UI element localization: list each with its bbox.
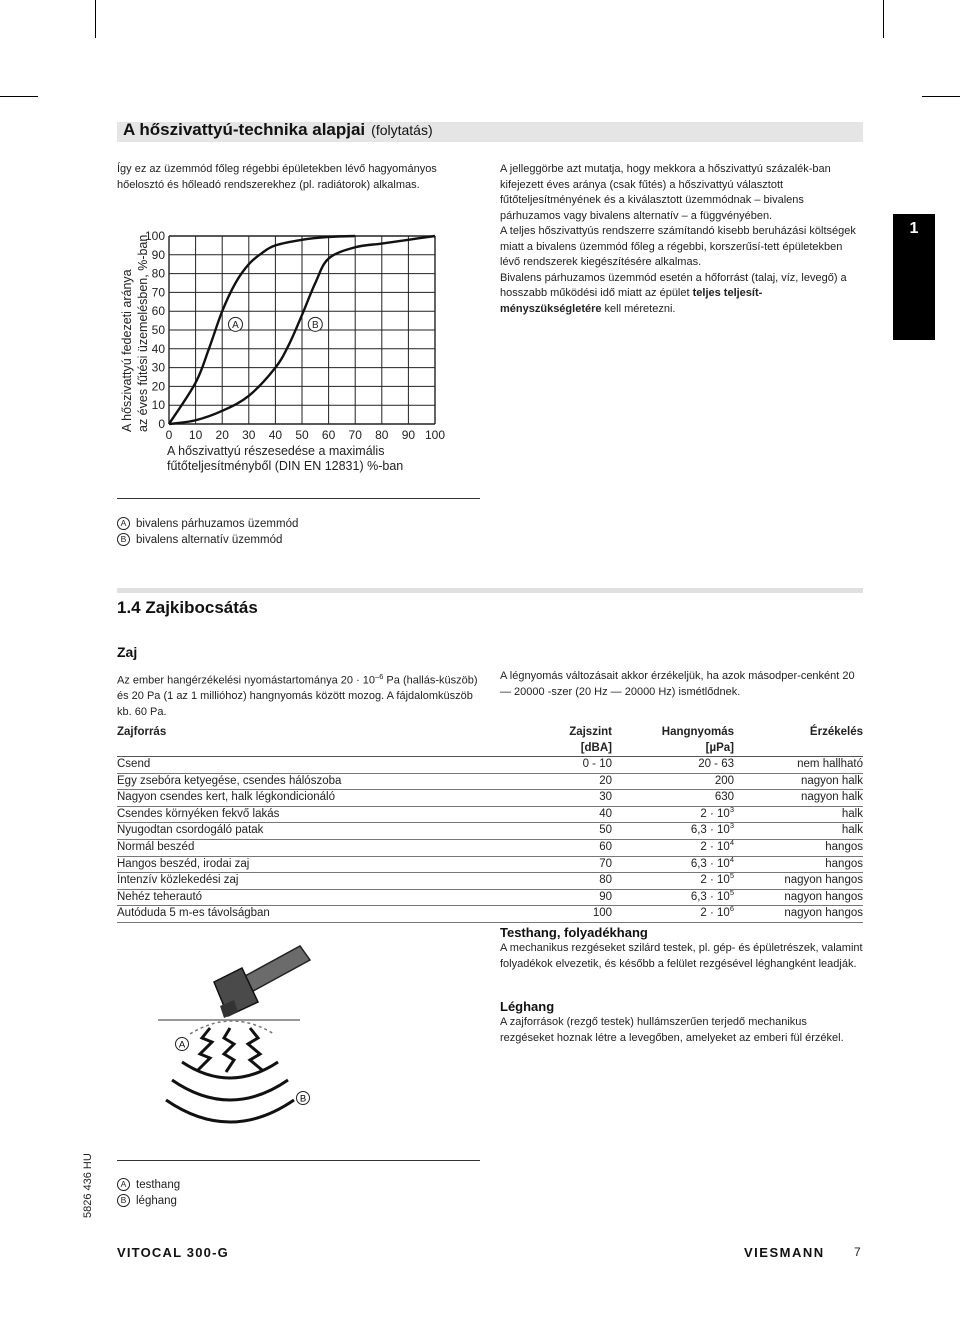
y-tick-label: 0	[158, 417, 165, 431]
description-paragraph-3: Bivalens párhuzamos üzemmód esetén a hőforrást (talaj, víz, levegő) a hosszabb működési idő miatt az épület teljes teljesít-ményszükségletére kell méretezni.	[500, 271, 847, 315]
cell-pressure: 630	[612, 790, 734, 807]
subsection-title: Zaj	[117, 644, 138, 660]
cell-perception: nagyon hangos	[734, 906, 863, 923]
legend-marker: B	[117, 1194, 130, 1207]
series-label: B	[311, 319, 319, 331]
y-axis-label: az éves fűtési üzemelésben, %-ban	[136, 234, 150, 432]
legend-item	[117, 517, 298, 533]
cell-source: Nyugodtan csordogáló patak	[117, 823, 437, 840]
chapter-tab: 1	[893, 214, 935, 340]
y-tick-label: 60	[151, 304, 165, 319]
cell-level: 0 - 10	[437, 757, 612, 774]
cell-source: Nagyon csendes kert, halk légkondicionáló	[117, 790, 437, 807]
y-tick-label: 90	[151, 247, 165, 262]
x-tick-label: 30	[242, 428, 256, 442]
col-header-level: Zajszint [dBA]	[569, 726, 612, 754]
cell-pressure: $2 \cdot 10^3$	[612, 806, 734, 823]
product-name: VITOCAL 300-G	[117, 1245, 229, 1260]
table-row	[117, 889, 863, 906]
x-tick-label: 70	[348, 428, 362, 442]
legend-item	[117, 533, 298, 549]
cell-pressure: $6,3 \cdot 10^3$	[612, 823, 734, 840]
x-tick-label: 90	[401, 428, 416, 442]
section-title: 1.4 Zajkibocsátás	[117, 598, 258, 617]
crop-mark	[883, 0, 884, 38]
figure-legend	[117, 1178, 180, 1209]
x-tick-label: 100	[424, 428, 446, 442]
y-axis-label: A hőszivattyú fedezeti aránya	[120, 269, 134, 432]
page-number: 7	[854, 1245, 861, 1259]
cell-pressure: 200	[612, 773, 734, 790]
cell-level: 50	[437, 823, 612, 840]
cell-pressure: $6,3 \cdot 10^5$	[612, 889, 734, 906]
series-label: A	[232, 319, 239, 331]
cell-pressure: $2 \cdot 10^4$	[612, 839, 734, 856]
table-row	[117, 757, 863, 774]
legend-text: léghang	[136, 1194, 177, 1207]
cell-source: Egy zsebóra ketyegése, csendes hálószoba	[117, 773, 437, 790]
emphasis-text: teljes teljesít-ményszükségletére	[500, 287, 763, 315]
y-tick-label: 80	[151, 266, 165, 281]
y-tick-label: 50	[151, 323, 165, 337]
brand-logo: VIESMANN	[744, 1245, 825, 1260]
coverage-chart	[105, 218, 485, 480]
table-row	[117, 906, 863, 923]
legend-item	[117, 1194, 180, 1210]
y-tick-label: 30	[151, 360, 165, 375]
cell-source: Intenzív közlekedési zaj	[117, 873, 437, 890]
vibration-line	[248, 1028, 262, 1070]
exponent: 5	[729, 887, 734, 897]
legend-marker: B	[117, 533, 130, 546]
cell-source: Hangos beszéd, irodai zaj	[117, 856, 437, 873]
vibration-line	[198, 1028, 212, 1070]
leghang-title: Léghang	[500, 999, 555, 1014]
sound-illustration	[150, 938, 330, 1138]
cell-level: 20	[437, 773, 612, 790]
exponent: 5	[729, 871, 734, 881]
leghang-text: A zajforrások (rezgő testek) hullámszerűen terjedő mechanikus rezgéseket hoznak létre a levegőben, amelyeket az emberi fül érzékel.	[500, 1016, 844, 1044]
x-tick-label: 80	[375, 428, 389, 442]
cell-level: 40	[437, 806, 612, 823]
intro-paragraph: Így ez az üzemmód főleg régebbi épületekben lévő hagyományos hőelosztó és hőleadó rendszerekhez (pl. radiátorok) alkalmas.	[117, 163, 437, 191]
description-paragraph-1: A jelleggörbe azt mutatja, hogy mekkora a hőszivattyú százalék-ban kifejezett éves aránya (csak fűtés) a hőszivattyú választott fűtőteljesítményének és a kiválasztott üzemmódnak – bivalens párhuzamos vagy bivalens alternatív – a függvényében.	[500, 163, 831, 222]
exponent: 3	[729, 821, 734, 831]
noise-range-paragraph: Az ember hangérzékelési nyomástartománya $20 \cdot 10^{-6}$ Pa (hallás-küszöb) és 20 Pa (1 az 1 millióhoz) hangnyomás között mozog. A fájdalomküszöb kb. 60 Pa.	[117, 672, 478, 718]
cell-perception: halk	[734, 823, 863, 840]
divider	[117, 498, 480, 499]
x-tick-label: 50	[295, 428, 309, 442]
x-tick-label: 20	[215, 428, 229, 442]
cell-source: Autóduda 5 m-es távolságban	[117, 906, 437, 923]
cell-perception: nagyon hangos	[734, 873, 863, 890]
header-bar	[117, 122, 863, 142]
frequency-paragraph: A légnyomás változásait akkor érzékeljük, ha azok másodper-cenként 20 — 20000 -szer (20 Hz — 20000 Hz) ismétlődnek.	[500, 670, 855, 698]
cell-level: 70	[437, 856, 612, 873]
cell-pressure: 20 - 63	[612, 757, 734, 774]
cell-pressure: $2 \cdot 10^5$	[612, 873, 734, 890]
table-row	[117, 839, 863, 856]
structure-borne-sound	[500, 925, 863, 972]
legend-item	[117, 1178, 180, 1194]
cell-level: 90	[437, 889, 612, 906]
exponent: 4	[729, 838, 734, 848]
x-tick-label: 40	[268, 428, 283, 442]
legend-marker: A	[117, 517, 130, 530]
cell-perception: hangos	[734, 839, 863, 856]
legend-marker: A	[117, 1178, 130, 1191]
y-tick-label: 10	[151, 398, 165, 413]
document-number: 5826 436 HU	[82, 1153, 94, 1218]
cell-level: 60	[437, 839, 612, 856]
exponent: 4	[729, 854, 734, 864]
col-header-pressure: Hangnyomás [µPa]	[661, 726, 734, 754]
y-tick-label: 40	[151, 341, 165, 356]
cell-level: 100	[437, 906, 612, 923]
table-header-row	[117, 725, 863, 757]
divider	[117, 1160, 480, 1161]
airborne-sound	[500, 999, 863, 1046]
x-tick-label: 60	[321, 428, 336, 442]
y-tick-label: 70	[151, 285, 165, 300]
cell-perception: halk	[734, 806, 863, 823]
sound-wave-arc	[190, 1021, 274, 1034]
cell-level: 80	[437, 873, 612, 890]
cell-source: Normál beszéd	[117, 839, 437, 856]
col-header-source: Zajforrás	[117, 726, 167, 738]
table-row	[117, 806, 863, 823]
table-row	[117, 856, 863, 873]
vibration-line	[224, 1028, 234, 1072]
exponent: 6	[729, 904, 734, 914]
table-row	[117, 790, 863, 807]
testhang-text: A mechanikus rezgéseket szilárd testek, pl. gép- és épületrészek, valamint folyadékok elvezetik, és később a felület rezgésével léghangként leadják.	[500, 942, 863, 970]
crop-mark	[0, 96, 38, 97]
x-tick-label: 0	[165, 428, 173, 442]
table-row	[117, 773, 863, 790]
cell-source: Csendes környéken fekvő lakás	[117, 806, 437, 823]
table-row	[117, 873, 863, 890]
section-bar	[117, 588, 863, 593]
noise-table	[117, 725, 863, 923]
table-row	[117, 823, 863, 840]
cell-pressure: $2 \cdot 10^6$	[612, 906, 734, 923]
x-axis-label: A hőszivattyú részesedése a maximális	[167, 444, 385, 458]
y-tick-label: 100	[144, 229, 165, 243]
cell-source: Csend	[117, 757, 437, 774]
col-header-perception: Érzékelés	[809, 726, 863, 738]
x-axis-label: fűtőteljesítményből (DIN EN 12831) %-ban	[167, 459, 404, 473]
figure-label-b: B	[299, 1093, 307, 1105]
cell-perception: nagyon halk	[734, 773, 863, 790]
page-title: A hőszivattyú-technika alapjai (folytatás)	[123, 120, 433, 139]
testhang-title: Testhang, folyadékhang	[500, 925, 648, 940]
y-tick-label: 20	[151, 379, 165, 394]
cell-perception: nagyon hangos	[734, 889, 863, 906]
cell-perception: hangos	[734, 856, 863, 873]
legend-text: testhang	[136, 1179, 181, 1191]
cell-pressure: $6,3 \cdot 10^4$	[612, 856, 734, 873]
chart-description	[500, 162, 863, 317]
figure-label-a: A	[178, 1039, 186, 1051]
cell-level: 30	[437, 790, 612, 807]
sound-wave-arc	[166, 1100, 294, 1122]
legend-text: bivalens párhuzamos üzemmód	[136, 518, 299, 530]
crop-mark	[922, 96, 960, 97]
cell-source: Nehéz teherautó	[117, 889, 437, 906]
cell-perception: nem hallható	[734, 757, 863, 774]
description-paragraph-2: A teljes hőszivattyús rendszerre számítandó kisebb beruházási költségek miatt a bivalens üzemmód főleg a régebbi, korszerűsí-tett épületekben lévő rendszerek kiegészítésére alkalmas.	[500, 225, 856, 268]
chart-legend	[117, 517, 298, 548]
crop-mark	[95, 0, 96, 38]
sound-wave-arc	[172, 1080, 288, 1100]
exponent: –6	[375, 672, 384, 681]
exponent: 3	[729, 804, 734, 814]
x-tick-label: 10	[188, 428, 203, 442]
page-title-suffix: (folytatás)	[371, 122, 433, 138]
legend-text: bivalens alternatív üzemmód	[136, 533, 283, 546]
cell-perception: nagyon halk	[734, 790, 863, 807]
